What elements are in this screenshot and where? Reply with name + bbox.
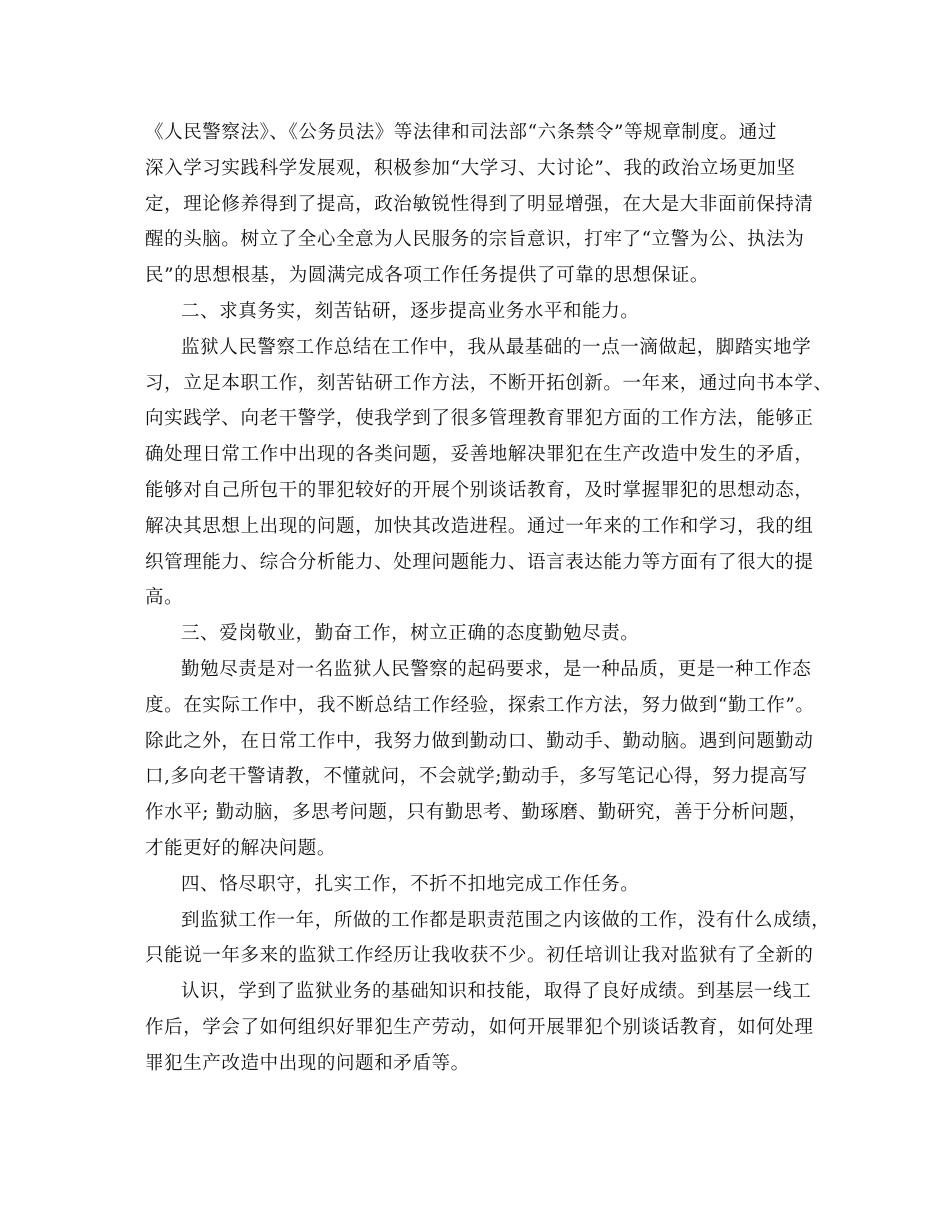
text-line: 认识，学到了监狱业务的基础知识和技能，取得了良好成绩。到基层一线工 bbox=[181, 981, 812, 1003]
text-line: 民”的思想根基，为圆满完成各项工作任务提供了可靠的思想保证。 bbox=[145, 265, 709, 287]
text-line: 监狱人民警察工作总结在工作中，我从最基础的一点一滴做起，脚踏实地学 bbox=[181, 336, 812, 358]
text-line: 除此之外，在日常工作中，我努力做到勤动口、勤动手、勤动脑。遇到问题勤动 bbox=[145, 730, 814, 752]
text-line: 高。 bbox=[145, 587, 184, 609]
text-line: 确处理日常工作中出现的各类问题，妥善地解决罪犯在生产改造中发生的矛盾， bbox=[145, 444, 814, 466]
text-line: 四、恪尽职守，扎实工作，不折不扣地完成工作任务。 bbox=[181, 873, 640, 895]
text-line: 作水平; 勤动脑，多思考问题，只有勤思考、勤琢磨、勤研究，善于分析问题， bbox=[145, 802, 808, 824]
text-line: 深入学习实践科学发展观，积极参加“大学习、大讨论”、我的政治立场更加坚 bbox=[145, 157, 796, 179]
text-line: 口,多向老干警请教，不懂就问，不会就学;勤动手，多写笔记心得，努力提高写 bbox=[145, 766, 808, 788]
text-line: 醒的头脑。树立了全心全意为人民服务的宗旨意识，打牢了“立警为公、执法为 bbox=[145, 229, 805, 251]
text-line: 二、求真务实，刻苦钻研，逐步提高业务水平和能力。 bbox=[181, 300, 640, 322]
text-line: 勤勉尽责是对一名监狱人民警察的起码要求，是一种品质，更是一种工作态 bbox=[181, 658, 812, 680]
text-line: 罪犯生产改造中出现的问题和矛盾等。 bbox=[145, 1052, 470, 1074]
text-line: 才能更好的解决问题。 bbox=[145, 837, 337, 859]
text-line: 到监狱工作一年，所做的工作都是职责范围之内该做的工作，没有什么成绩， bbox=[181, 909, 831, 931]
text-line: 定，理论修养得到了提高，政治敏锐性得到了明显增强，在大是大非面前保持清 bbox=[145, 193, 814, 215]
text-line: 织管理能力、综合分析能力、处理问题能力、语言表达能力等方面有了很大的提 bbox=[145, 551, 814, 573]
text-line: 作后，学会了如何组织好罪犯生产劳动，如何开展罪犯个别谈话教育，如何处理 bbox=[145, 1016, 814, 1038]
text-line: 解决其思想上出现的问题，加快其改造进程。通过一年来的工作和学习，我的组 bbox=[145, 515, 814, 537]
text-line: 《人民警察法》、《公务员法》等法律和司法部“六条禁令”等规章制度。通过 bbox=[145, 122, 777, 143]
text-line: 向实践学、向老干警学，使我学到了很多管理教育罪犯方面的工作方法，能够正 bbox=[145, 408, 814, 430]
text-line: 能够对自己所包干的罪犯较好的开展个别谈话教育，及时掌握罪犯的思想动态， bbox=[145, 479, 814, 501]
text-line: 只能说一年多来的监狱工作经历让我收获不少。初任培训让我对监狱有了全新的 bbox=[145, 945, 814, 967]
text-line: 度。在实际工作中，我不断总结工作经验，探索工作方法，努力做到“勤工作”。 bbox=[145, 694, 815, 716]
text-line: 习，立足本职工作，刻苦钻研工作方法，不断开拓创新。一年来，通过向书本学、 bbox=[145, 372, 833, 394]
document-body bbox=[145, 115, 833, 1082]
text-line: 三、爱岗敬业，勤奋工作，树立正确的态度勤勉尽责。 bbox=[181, 623, 640, 645]
